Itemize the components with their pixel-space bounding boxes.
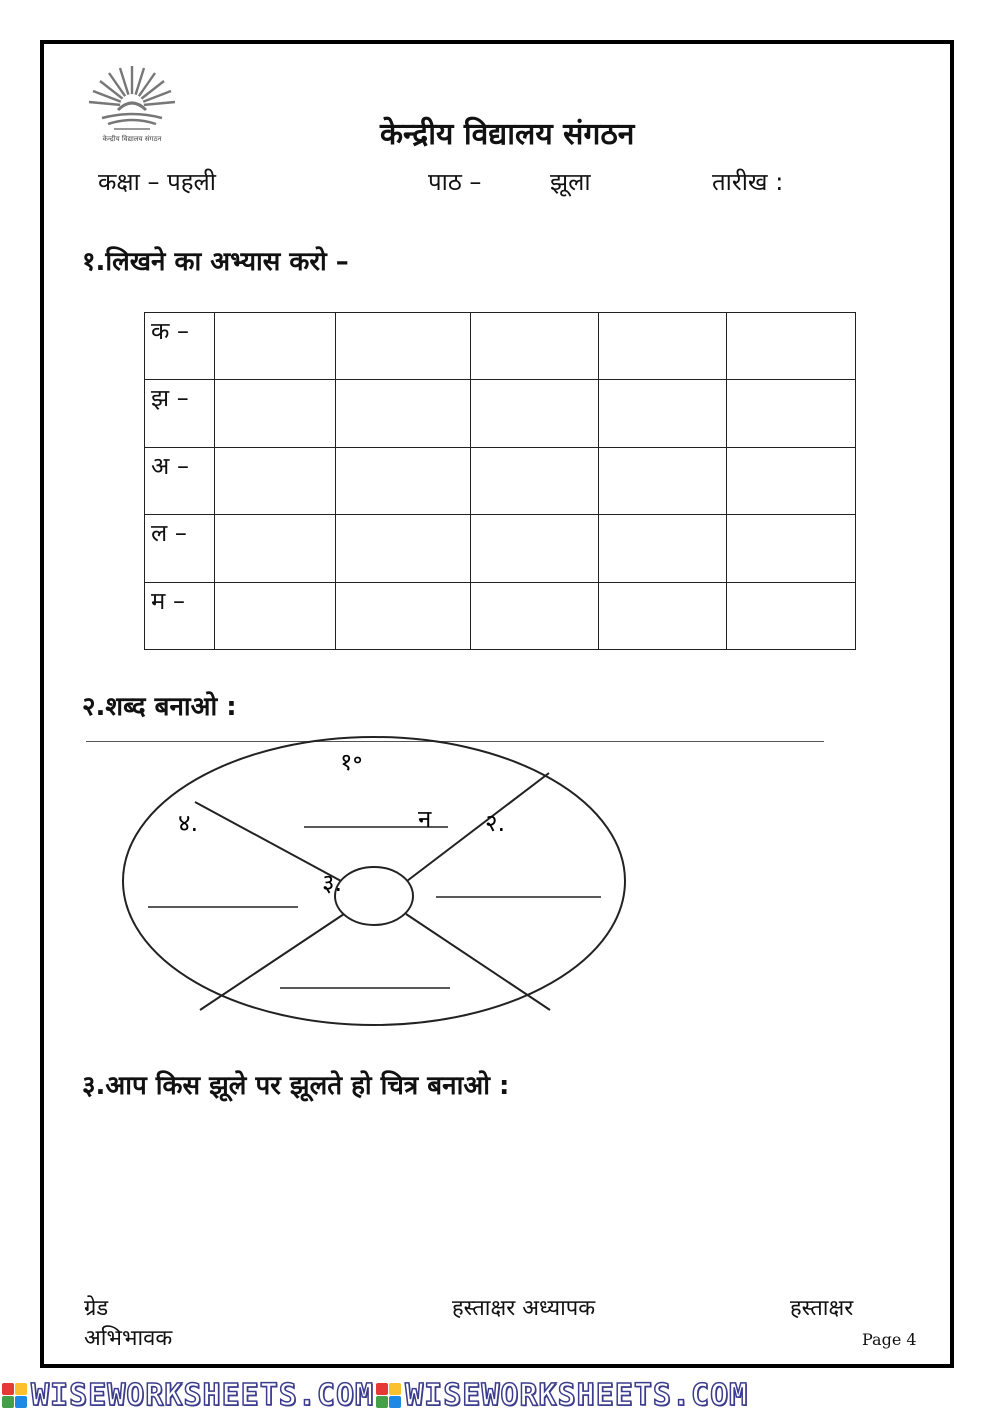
writing-cell[interactable] [471,582,599,649]
q2-heading: २.शब्द बनाओ : [82,692,237,722]
row-letter: झ – [145,380,215,447]
word-wheel [118,728,630,1028]
writing-cell[interactable] [336,380,471,447]
watermark-unit [374,1378,748,1413]
q1-heading: १.लिखने का अभ्यास करो – [82,247,349,277]
row-letter: ल – [145,515,215,582]
wheel-label-1: १॰ [340,748,363,776]
table-row [145,380,856,447]
writing-cell[interactable] [599,582,727,649]
writing-cell[interactable] [599,380,727,447]
writing-cell[interactable] [215,447,336,514]
page-number: Page 4 [862,1330,917,1349]
wheel-label-3: ३. [322,869,343,897]
writing-cell[interactable] [336,515,471,582]
watermark-unit [0,1378,374,1413]
writing-cell[interactable] [599,515,727,582]
wiseworksheets-logo-icon [376,1383,401,1408]
date-label: तारीख : [712,168,784,196]
watermark-text: WISEWORKSHEETS.COM [405,1378,749,1413]
logo-caption: केन्द्रीय विद्यालय संगठन [102,135,162,143]
center-circle [335,867,413,925]
org-title: केन्द्रीय विद्यालय संगठन [380,117,635,152]
signature-label: हस्ताक्षर [790,1296,854,1321]
writing-cell[interactable] [471,380,599,447]
writing-cell[interactable] [471,447,599,514]
class-label: कक्षा – पहली [98,168,216,196]
teacher-signature-label: हस्ताक्षर अध्यापक [452,1296,596,1321]
q3-heading: ३.आप किस झूले पर झूलते हो चित्र बनाओ : [82,1071,510,1101]
table-row [145,582,856,649]
writing-cell[interactable] [727,313,856,380]
writing-cell[interactable] [471,515,599,582]
parent-label: अभिभावक [84,1326,173,1351]
table-row [145,313,856,380]
kvs-logo [82,58,182,150]
row-letter: म – [145,582,215,649]
writing-cell[interactable] [215,582,336,649]
table-row [145,447,856,514]
writing-cell[interactable] [215,313,336,380]
spoke-line [406,914,550,1010]
lesson-name: झूला [550,168,591,196]
row-letter: अ – [145,447,215,514]
writing-cell[interactable] [727,582,856,649]
grade-label: ग्रेड [84,1296,109,1321]
watermark-text: WISEWORKSHEETS.COM [31,1378,375,1413]
wheel-label-4: ४. [178,809,199,837]
writing-cell[interactable] [599,313,727,380]
writing-cell[interactable] [336,582,471,649]
row-letter: क – [145,313,215,380]
table-row [145,515,856,582]
writing-practice-table [144,312,856,650]
wheel-letter-na: न [418,805,432,833]
writing-cell[interactable] [727,380,856,447]
writing-cell[interactable] [336,313,471,380]
watermark-banner [0,1378,1000,1413]
lesson-label: पाठ – [428,168,482,196]
writing-cell[interactable] [471,313,599,380]
wiseworksheets-logo-icon [2,1383,27,1408]
outer-ellipse [123,737,625,1025]
spoke-line [200,914,344,1010]
writing-cell[interactable] [336,447,471,514]
wheel-label-2: २. [485,809,506,837]
spoke-line [195,802,341,881]
writing-cell[interactable] [215,515,336,582]
writing-cell[interactable] [599,447,727,514]
writing-cell[interactable] [215,380,336,447]
writing-cell[interactable] [727,447,856,514]
writing-cell[interactable] [727,515,856,582]
